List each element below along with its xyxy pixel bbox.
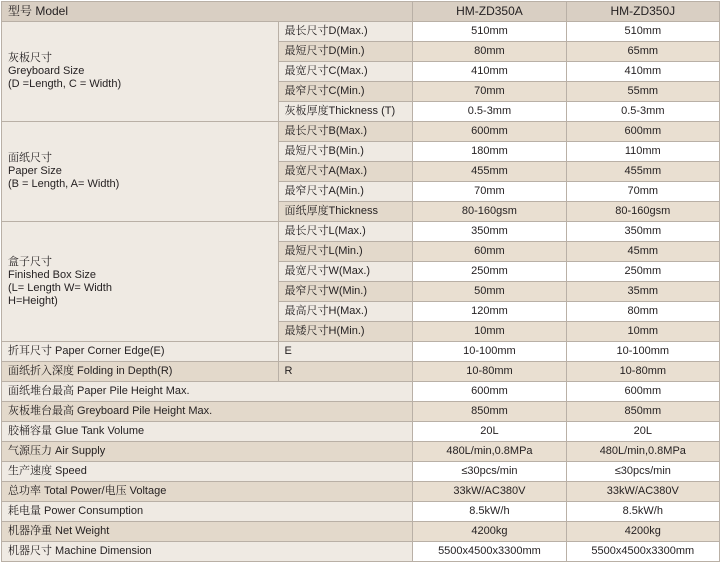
group-label-line: Finished Box Size: [8, 268, 97, 281]
row-sub-label: 最窄尺寸W(Min.): [278, 282, 413, 302]
row-label-speed: 生产速度 Speed: [2, 462, 413, 482]
row-value-j: 10-100mm: [566, 342, 719, 362]
row-value-a: 850mm: [413, 402, 566, 422]
row-value-a: 4200kg: [413, 522, 566, 542]
row-value-a: 0.5-3mm: [413, 102, 566, 122]
group-label-line: Greyboard Size: [8, 65, 85, 77]
row-value-j: 0.5-3mm: [566, 102, 719, 122]
row-value-j: 10-80mm: [566, 362, 719, 382]
row-value-a: 120mm: [413, 302, 566, 322]
specification-table: [1, 1, 720, 562]
row-sub-label: 灰板厚度Thickness (T): [278, 102, 413, 122]
row-value-a: 50mm: [413, 282, 566, 302]
row-value-a: 8.5kW/h: [413, 502, 566, 522]
row-label-net-weight: 机器净重 Net Weight: [2, 522, 413, 542]
row-value-a: 480L/min,0.8MPa: [413, 442, 566, 462]
row-value-j: 8.5kW/h: [566, 502, 719, 522]
row-value-j: 70mm: [566, 182, 719, 202]
row-value-a: 80mm: [413, 42, 566, 62]
row-value-j: 33kW/AC380V: [566, 482, 719, 502]
row-sub-label: 最宽尺寸C(Max.): [278, 62, 413, 82]
table-row: [2, 502, 720, 522]
table-header: [2, 2, 720, 22]
row-value-a: 600mm: [413, 382, 566, 402]
row-label-power-consumption: 耗电量 Power Consumption: [2, 502, 413, 522]
row-label-air-supply: 气源压力 Air Supply: [2, 442, 413, 462]
table-row: [2, 342, 720, 362]
row-value-a: 510mm: [413, 22, 566, 42]
row-value-j: 20L: [566, 422, 719, 442]
row-label-glue-tank-volume: 胶桶容量 Glue Tank Volume: [2, 422, 413, 442]
table-row: [2, 422, 720, 442]
group-label-line: 面纸尺寸: [8, 152, 52, 164]
row-sub-label: 最短尺寸D(Min.): [278, 42, 413, 62]
row-sub-label: 最长尺寸D(Max.): [278, 22, 413, 42]
row-sub-label: 最窄尺寸A(Min.): [278, 182, 413, 202]
row-value-a: 410mm: [413, 62, 566, 82]
row-value-j: 600mm: [566, 122, 719, 142]
row-sub-label: R: [278, 362, 413, 382]
row-sub-label: 最长尺寸B(Max.): [278, 122, 413, 142]
row-value-j: 10mm: [566, 322, 719, 342]
row-value-a: 600mm: [413, 122, 566, 142]
row-sub-label: 最短尺寸B(Min.): [278, 142, 413, 162]
group-label-paper-size: [2, 122, 279, 222]
header-column-model-j: HM-ZD350J: [566, 2, 719, 22]
row-sub-label: 最窄尺寸C(Min.): [278, 82, 413, 102]
row-sub-label: 最宽尺寸W(Max.): [278, 262, 413, 282]
row-label-paper-corner-edge: 折耳尺寸 Paper Corner Edge(E): [2, 342, 279, 362]
group-label-line: (L= Length W= Width: [8, 281, 112, 294]
row-value-a: ≤30pcs/min: [413, 462, 566, 482]
row-label-greyboard-pile-height: 灰板堆台最高 Greyboard Pile Height Max.: [2, 402, 413, 422]
group-label-finished-box-size: [2, 222, 279, 342]
row-value-a: 10mm: [413, 322, 566, 342]
table-row: [2, 22, 720, 42]
row-value-a: 80-160gsm: [413, 202, 566, 222]
row-value-a: 33kW/AC380V: [413, 482, 566, 502]
group-label-line: H=Height): [8, 294, 58, 307]
row-sub-label: E: [278, 342, 413, 362]
table-row: [2, 382, 720, 402]
table-row: [2, 362, 720, 382]
row-sub-label: 最短尺寸L(Min.): [278, 242, 413, 262]
row-label-total-power-voltage: 总功率 Total Power/电压 Voltage: [2, 482, 413, 502]
table-row: [2, 522, 720, 542]
row-value-j: 65mm: [566, 42, 719, 62]
row-value-j: 80-160gsm: [566, 202, 719, 222]
header-model-label: 型号 Model: [2, 2, 413, 22]
table-row: [2, 542, 720, 562]
row-sub-label: 最宽尺寸A(Max.): [278, 162, 413, 182]
row-value-j: 250mm: [566, 262, 719, 282]
row-value-a: 5500x4500x3300mm: [413, 542, 566, 562]
row-value-j: 35mm: [566, 282, 719, 302]
row-value-j: 80mm: [566, 302, 719, 322]
header-row: [2, 2, 720, 22]
row-value-j: 850mm: [566, 402, 719, 422]
row-value-j: 55mm: [566, 82, 719, 102]
row-value-a: 455mm: [413, 162, 566, 182]
row-value-j: 350mm: [566, 222, 719, 242]
row-label-paper-pile-height: 面纸堆台最高 Paper Pile Height Max.: [2, 382, 413, 402]
row-value-j: 455mm: [566, 162, 719, 182]
group-label-line: (D =Length, C = Width): [8, 78, 122, 90]
row-value-a: 10-100mm: [413, 342, 566, 362]
row-sub-label: 最矮尺寸H(Min.): [278, 322, 413, 342]
row-value-j: 45mm: [566, 242, 719, 262]
row-label-machine-dimension: 机器尺寸 Machine Dimension: [2, 542, 413, 562]
row-value-a: 350mm: [413, 222, 566, 242]
row-sub-label: 面纸厚度Thickness: [278, 202, 413, 222]
row-value-a: 250mm: [413, 262, 566, 282]
row-value-j: 5500x4500x3300mm: [566, 542, 719, 562]
row-sub-label: 最高尺寸H(Max.): [278, 302, 413, 322]
row-value-j: 480L/min,0.8MPa: [566, 442, 719, 462]
table-row: [2, 222, 720, 242]
row-value-j: ≤30pcs/min: [566, 462, 719, 482]
table-row: [2, 482, 720, 502]
group-label-line: 盒子尺寸: [8, 255, 52, 268]
table-body: [2, 22, 720, 562]
row-value-j: 110mm: [566, 142, 719, 162]
group-label-line: Paper Size: [8, 165, 62, 177]
table-row: [2, 462, 720, 482]
row-value-j: 4200kg: [566, 522, 719, 542]
row-value-j: 600mm: [566, 382, 719, 402]
row-value-j: 410mm: [566, 62, 719, 82]
row-sub-label: 最长尺寸L(Max.): [278, 222, 413, 242]
header-column-model-a: HM-ZD350A: [413, 2, 566, 22]
table-row: [2, 122, 720, 142]
table-row: [2, 402, 720, 422]
row-value-a: 60mm: [413, 242, 566, 262]
row-value-a: 180mm: [413, 142, 566, 162]
row-value-a: 70mm: [413, 182, 566, 202]
row-label-folding-in-depth: 面纸折入深度 Folding in Depth(R): [2, 362, 279, 382]
row-value-a: 10-80mm: [413, 362, 566, 382]
group-label-line: (B = Length, A= Width): [8, 178, 120, 190]
row-value-j: 510mm: [566, 22, 719, 42]
group-label-greyboard-size: [2, 22, 279, 122]
row-value-a: 20L: [413, 422, 566, 442]
group-label-line: 灰板尺寸: [8, 52, 52, 64]
row-value-a: 70mm: [413, 82, 566, 102]
table-row: [2, 442, 720, 462]
